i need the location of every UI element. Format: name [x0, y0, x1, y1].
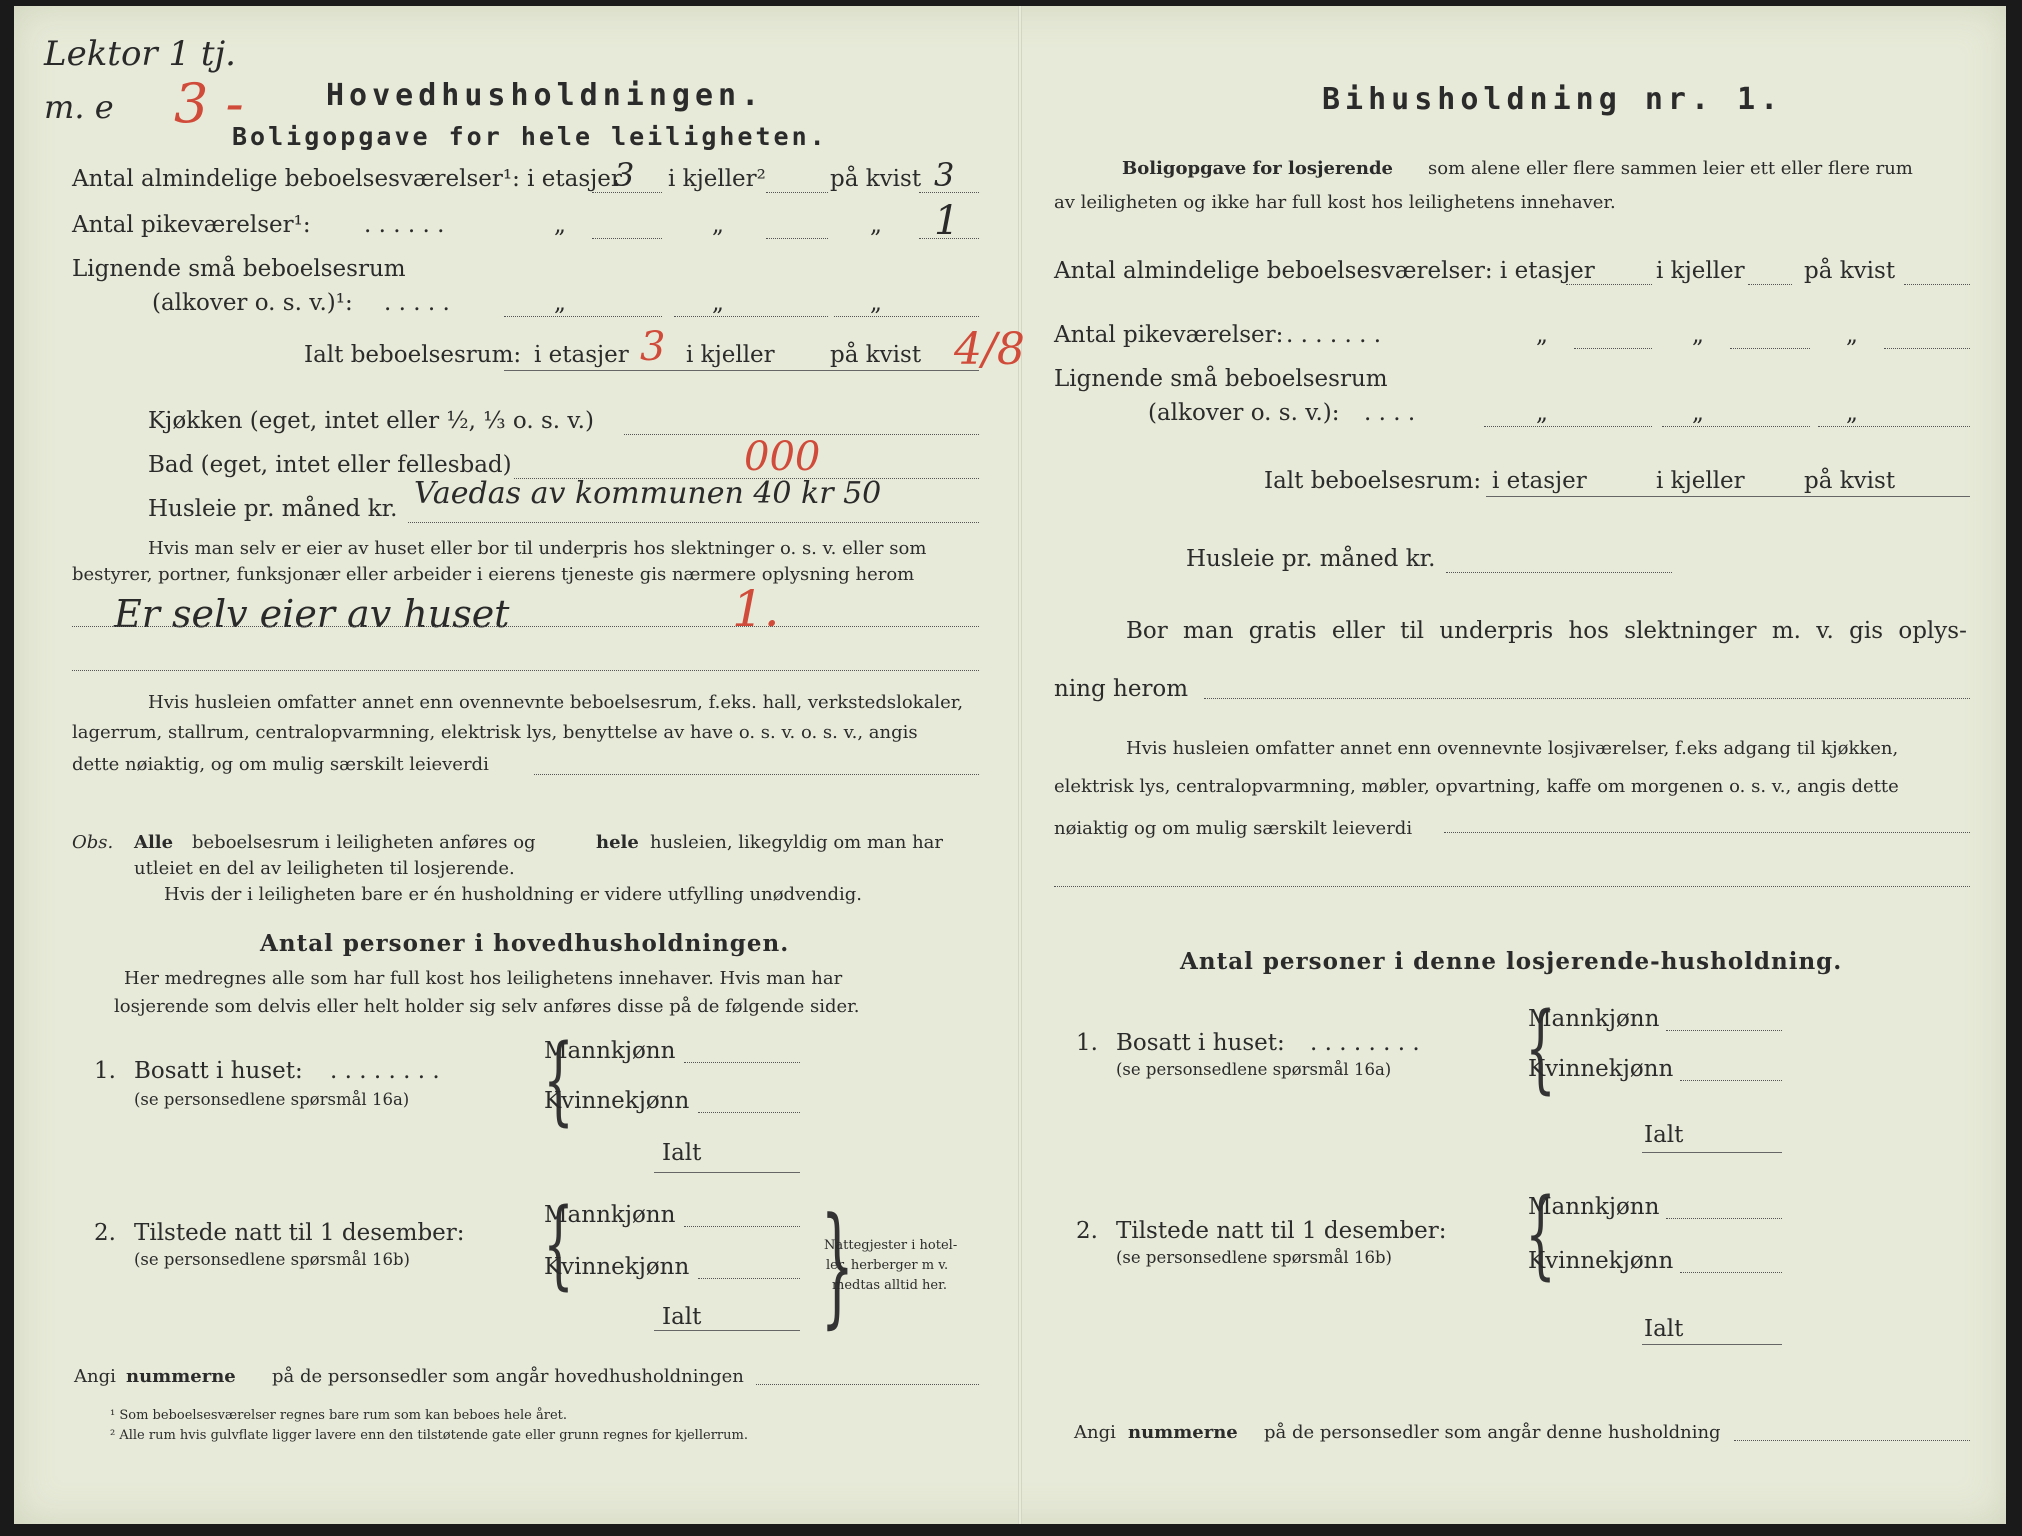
- left-angi-b: nummerne: [126, 1366, 236, 1387]
- right-angi-b: nummerne: [1128, 1422, 1238, 1443]
- right-intro-b: av leiligheten og ikke har full kost hos leilighetens innehaver.: [1054, 192, 1616, 213]
- left-q2-right-brace: }: [820, 1189, 854, 1341]
- left-row3-line-1: [504, 316, 662, 317]
- right-row3-ditto-2: „: [1692, 400, 1704, 426]
- right-row1-kjeller: i kjeller: [1656, 258, 1745, 284]
- handwritten-red-number: 3 -: [174, 72, 244, 135]
- right-row3-line-3: [1818, 426, 1970, 427]
- left-q1-kvinne: Kvinnekjønn: [544, 1088, 690, 1114]
- left-q1-num: 1.: [94, 1058, 116, 1084]
- left-row2-ditto-3: „: [870, 212, 882, 238]
- right-q1-label: Bosatt i huset:: [1116, 1030, 1285, 1056]
- right-q1-kvinne-line: [1680, 1080, 1782, 1081]
- left-row3-line-2: [674, 316, 828, 317]
- left-q1-ialt: Ialt: [662, 1140, 702, 1166]
- right-q1-kvinne: Kvinnekjønn: [1528, 1056, 1674, 1082]
- left-q1-ialt-line: [654, 1172, 800, 1173]
- left-row1-kjeller-line: [766, 192, 828, 193]
- left-row1-kjeller: i kjeller²: [668, 166, 766, 192]
- left-obs-label: Obs.: [72, 832, 114, 853]
- right-q1-mann: Mannkjønn: [1528, 1006, 1660, 1032]
- left-angi-line: [756, 1384, 979, 1385]
- left-row2-ditto-2: „: [712, 212, 724, 238]
- right-row2-ditto-2: „: [1692, 322, 1704, 348]
- right-angi-a: Angi: [1074, 1422, 1116, 1443]
- left-bad: Bad (eget, intet eller fellesbad): [148, 452, 512, 478]
- left-q1-mann-line: [684, 1062, 800, 1063]
- left-row2-line-2: [766, 238, 828, 239]
- left-husleie-line: [408, 522, 979, 523]
- right-title: Bihusholdning nr. 1.: [1322, 82, 1784, 117]
- left-persons-b: losjerende som delvis eller helt holder sig selv anføres disse på de følgende sider.: [114, 996, 860, 1017]
- left-side-note-a: Nattegjester i hotel-: [824, 1238, 958, 1253]
- right-ialt-label: Ialt beboelsesrum:: [1264, 468, 1482, 494]
- right-husleie: Husleie pr. måned kr.: [1186, 546, 1436, 572]
- right-row2-ditto-1: „: [1536, 322, 1548, 348]
- right-row2-label: Antal pikeværelser:: [1054, 322, 1284, 348]
- right-row2-line-3: [1884, 348, 1970, 349]
- left-q2-mann-line: [684, 1226, 800, 1227]
- left-q2-num: 2.: [94, 1220, 116, 1246]
- right-angi-c: på de personsedler som angår denne husholdning: [1264, 1422, 1721, 1443]
- left-ialt-kvist: på kvist: [830, 342, 922, 368]
- left-ialt-underline: [504, 370, 979, 371]
- right-q2-kvinne: Kvinnekjønn: [1528, 1248, 1674, 1274]
- left-persons-title: Antal personer i hovedhusholdningen.: [260, 930, 790, 957]
- right-q2-mann-line: [1666, 1218, 1782, 1219]
- left-row3-ditto-3: „: [870, 290, 882, 316]
- left-side-note-c: medtas alltid her.: [832, 1278, 948, 1293]
- left-q2-brace: {: [543, 1188, 574, 1300]
- left-owner-mark: 1.: [732, 580, 780, 638]
- left-row1-label: Antal almindelige beboelsesværelser¹: i etasjer: [72, 166, 622, 192]
- right-row1-label: Antal almindelige beboelsesværelser: i etasjer: [1054, 258, 1595, 284]
- left-subtitle: Boligopgave for hele leiligheten.: [232, 122, 828, 151]
- left-q1-mann: Mannkjønn: [544, 1038, 676, 1064]
- left-para1-b: bestyrer, portner, funksjonær eller arbeider i eierens tjeneste gis nærmere oplysning herom: [72, 564, 915, 585]
- left-row1-etasje-value: 3: [614, 156, 635, 194]
- left-angi-a: Angi: [74, 1366, 116, 1387]
- left-obs-hele: hele: [596, 832, 639, 853]
- census-form-sheet: [14, 6, 2006, 1524]
- left-footnote-2: ² Alle rum hvis gulvflate ligger lavere enn den tilstøtende gate eller grunn regnes for kjellerrum.: [110, 1428, 748, 1443]
- right-row3-ditto-1: „: [1536, 400, 1548, 426]
- right-para-c: nøiaktig og om mulig særskilt leieverdi: [1054, 818, 1413, 839]
- right-bor-line: [1204, 698, 1970, 699]
- left-para2-a: Hvis husleien omfatter annet enn ovennevnte beboelsesrum, f.eks. hall, verkstedslokaler,: [148, 692, 964, 713]
- right-ialt-kvist: på kvist: [1804, 468, 1896, 494]
- left-row3-label-b: (alkover o. s. v.)¹:: [152, 290, 353, 316]
- right-ialt-underline: [1486, 496, 1970, 497]
- right-para-line-2: [1054, 886, 1970, 887]
- right-row2-line-2: [1730, 348, 1810, 349]
- left-para2-c: dette nøiaktig, og om mulig særskilt leieverdi: [72, 754, 489, 775]
- left-q2-ialt: Ialt: [662, 1304, 702, 1330]
- handwritten-corner-note: Lektor 1 tj.: [44, 34, 236, 74]
- right-persons-title: Antal personer i denne losjerende-husholdning.: [1180, 948, 1843, 975]
- left-row3-ditto-2: „: [712, 290, 724, 316]
- right-row1-kjeller-line: [1748, 284, 1792, 285]
- left-ialt-etasje: i etasjer: [534, 342, 629, 368]
- left-q1-brace: {: [543, 1024, 574, 1136]
- left-row2-line-1: [592, 238, 662, 239]
- right-husleie-line: [1446, 572, 1672, 573]
- right-q1-ialt: Ialt: [1644, 1122, 1684, 1148]
- right-q1-ialt-line: [1642, 1152, 1782, 1153]
- left-ialt-etasje-value: 3: [640, 324, 666, 370]
- left-row2-kvist-value: 1: [934, 198, 960, 244]
- left-para2-line: [534, 774, 979, 775]
- right-row2-ditto-3: „: [1846, 322, 1858, 348]
- right-q1-num: 1.: [1076, 1030, 1098, 1056]
- left-note-line-1: [72, 626, 979, 627]
- right-para-a: Hvis husleien omfatter annet enn ovennevnte losjiværelser, f.eks adgang til kjøkken,: [1126, 738, 1899, 759]
- right-q2-num: 2.: [1076, 1218, 1098, 1244]
- left-row2-label: Antal pikeværelser¹:: [72, 212, 311, 238]
- left-obs-alle: Alle: [134, 832, 174, 853]
- left-q1-kvinne-line: [698, 1112, 800, 1113]
- handwritten-corner-note-2: m. e: [44, 88, 114, 126]
- left-husleie-value: Vaedas av kommunen 40 kr 50: [414, 476, 882, 511]
- left-row1-kvist-value: 3: [934, 156, 955, 194]
- left-q1-sub: (se personsedlene spørsmål 16a): [134, 1090, 410, 1109]
- left-q1-label: Bosatt i huset:: [134, 1058, 303, 1084]
- left-row3-line-3: [834, 316, 979, 317]
- right-bor-a: Bor man gratis eller til underpris hos slektninger m. v. gis oplys-: [1126, 618, 1967, 644]
- right-intro-bold: Boligopgave for losjerende: [1122, 158, 1394, 179]
- right-angi-line: [1734, 1440, 1970, 1441]
- left-bad-value: 000: [744, 434, 821, 480]
- left-footnote-1: ¹ Som beboelsesværelser regnes bare rum som kan beboes hele året.: [110, 1408, 567, 1423]
- left-owner-note: Er selv eier av huset: [114, 592, 510, 636]
- left-para2-b: lagerrum, stallrum, centralopvarmning, elektrisk lys, benyttelse av have o. s. v. o. s. v., angis: [72, 722, 918, 743]
- right-para-line-1: [1444, 832, 1970, 833]
- right-row1-kvist: på kvist: [1804, 258, 1896, 284]
- page-fold: [1018, 6, 1022, 1524]
- left-ialt-label: Ialt beboelsesrum:: [304, 342, 522, 368]
- right-q1-dots: . . . . . . . .: [1310, 1030, 1420, 1056]
- right-row3-line-1: [1484, 426, 1652, 427]
- right-q2-label: Tilstede natt til 1 desember:: [1116, 1218, 1447, 1244]
- left-row3-label-a: Lignende små beboelsesrum: [72, 256, 406, 282]
- right-row3-dots: . . . .: [1364, 400, 1416, 426]
- left-ialt-kjeller: i kjeller: [686, 342, 775, 368]
- left-obs-text-1: beboelsesrum i leiligheten anføres og: [192, 832, 536, 853]
- left-kjokken: Kjøkken (eget, intet eller ½, ⅓ o. s. v.): [148, 408, 594, 434]
- right-intro-text: som alene eller flere sammen leier ett eller flere rum: [1428, 158, 1913, 179]
- left-q2-sub: (se personsedlene spørsmål 16b): [134, 1250, 410, 1269]
- left-row3-dots: . . . . .: [384, 290, 450, 316]
- left-obs-c: Hvis der i leiligheten bare er én husholdning er videre utfylling unødvendig.: [164, 884, 863, 905]
- left-persons-a: Her medregnes alle som har full kost hos leilighetens innehaver. Hvis man har: [124, 968, 843, 989]
- right-row3-line-2: [1662, 426, 1810, 427]
- left-row1-kvist: på kvist: [830, 166, 922, 192]
- left-title: Hovedhusholdningen.: [326, 78, 765, 113]
- right-q1-brace: {: [1525, 992, 1556, 1104]
- left-q2-ialt-line: [654, 1330, 800, 1331]
- left-row2-dots: . . . . . .: [364, 212, 445, 238]
- right-ialt-etasje: i etasjer: [1492, 468, 1587, 494]
- right-row2-line-1: [1574, 348, 1652, 349]
- right-q2-mann: Mannkjønn: [1528, 1194, 1660, 1220]
- right-row3-label-a: Lignende små beboelsesrum: [1054, 366, 1388, 392]
- right-q1-mann-line: [1666, 1030, 1782, 1031]
- left-husleie: Husleie pr. måned kr.: [148, 496, 398, 522]
- right-q1-sub: (se personsedlene spørsmål 16a): [1116, 1060, 1392, 1079]
- left-obs-text-2: husleien, likegyldig om man har: [650, 832, 943, 853]
- left-row3-ditto-1: „: [554, 290, 566, 316]
- right-row3-label-b: (alkover o. s. v.):: [1148, 400, 1340, 426]
- right-row1-kvist-line: [1904, 284, 1970, 285]
- left-row2-ditto-1: „: [554, 212, 566, 238]
- right-q2-sub: (se personsedlene spørsmål 16b): [1116, 1248, 1392, 1267]
- left-q2-kvinne: Kvinnekjønn: [544, 1254, 690, 1280]
- right-q2-brace: {: [1525, 1178, 1556, 1290]
- left-angi-c: på de personsedler som angår hovedhusholdningen: [272, 1366, 744, 1387]
- right-row1-etasje-line: [1566, 284, 1652, 285]
- left-para1-a: Hvis man selv er eier av huset eller bor til underpris hos slektninger o. s. v. eller som: [148, 538, 927, 559]
- right-q2-kvinne-line: [1680, 1272, 1782, 1273]
- left-side-note-b: ler, herberger m v.: [826, 1258, 949, 1273]
- right-row2-dots: . . . . . . .: [1286, 322, 1382, 348]
- left-q2-kvinne-line: [698, 1278, 800, 1279]
- right-ialt-kjeller: i kjeller: [1656, 468, 1745, 494]
- left-note-line-2: [72, 670, 979, 671]
- right-q2-ialt: Ialt: [1644, 1316, 1684, 1342]
- left-q1-dots: . . . . . . . .: [330, 1058, 440, 1084]
- right-row3-ditto-3: „: [1846, 400, 1858, 426]
- left-q2-mann: Mannkjønn: [544, 1202, 676, 1228]
- left-ialt-kvist-value: 4/8: [954, 324, 1025, 375]
- right-q2-ialt-line: [1642, 1344, 1782, 1345]
- right-para-b: elektrisk lys, centralopvarmning, møbler, opvartning, kaffe om morgenen o. s. v., angis dette: [1054, 776, 1899, 797]
- left-q2-label: Tilstede natt til 1 desember:: [134, 1220, 465, 1246]
- right-bor-b: ning herom: [1054, 676, 1189, 702]
- left-obs-b: utleiet en del av leiligheten til losjerende.: [134, 858, 515, 879]
